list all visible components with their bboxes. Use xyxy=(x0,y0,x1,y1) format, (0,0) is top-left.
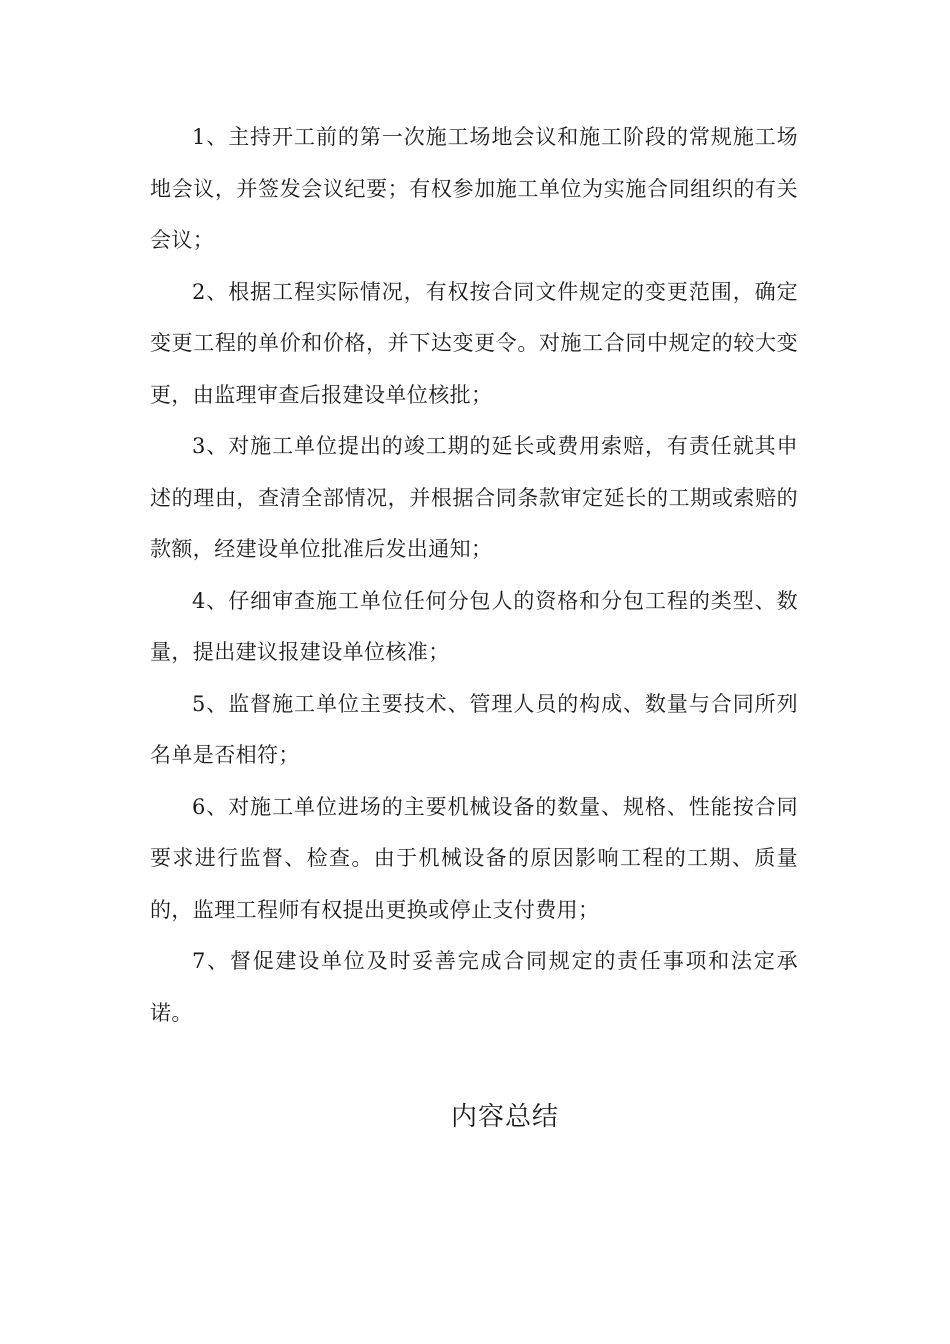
paragraph-7: 7、督促建设单位及时妥善完成合同规定的责任事项和法定承诺。 xyxy=(150,949,798,1025)
paragraph-6: 6、对施工单位进场的主要机械设备的数量、规格、性能按合同要求进行监督、检查。由于机械设备的原因影响工程的工期、质量的，监理工程师有权提出更换或停止支付费用； xyxy=(150,794,798,922)
paragraph-2: 2、根据工程实际情况，有权按合同文件规定的变更范围，确定变更工程的单价和价格，并下达变更令。对施工合同中规定的较大变更，由监理审查后报建设单位核批； xyxy=(150,279,798,407)
paragraph-5: 5、监督施工单位主要技术、管理人员的构成、数量与合同所列名单是否相符； xyxy=(150,691,798,767)
paragraph-3: 3、对施工单位提出的竣工期的延长或费用索赔，有责任就其申述的理由，查清全部情况，并根据合同条款审定延长的工期或索赔的款额，经建设单位批准后发出通知； xyxy=(150,434,798,561)
summary-heading: 内容总结 xyxy=(450,1102,559,1132)
paragraph-4: 4、仔细审查施工单位任何分包人的资格和分包工程的类型、数量，提出建议报建设单位核准； xyxy=(150,588,798,664)
paragraph-1: 1、主持开工前的第一次施工场地会议和施工阶段的常规施工场地会议，并签发会议纪要；有权参加施工单位为实施合同组织的有关会议； xyxy=(150,125,798,252)
document-body xyxy=(150,112,798,1039)
